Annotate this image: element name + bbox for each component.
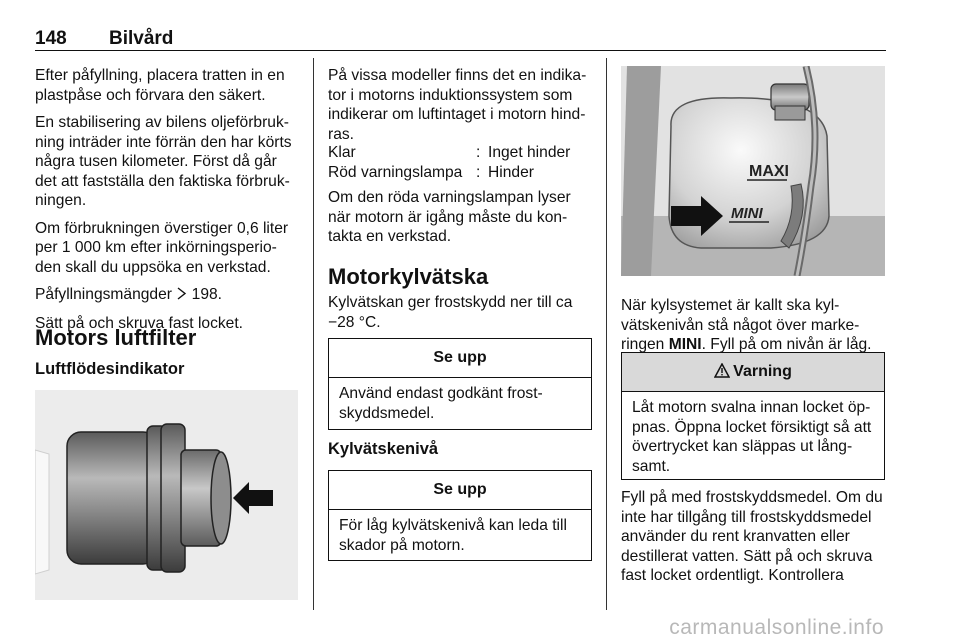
section-heading: Motors luftfilter — [35, 325, 197, 350]
middle-column-text — [328, 188, 593, 247]
section-title: Bilvård — [109, 28, 174, 49]
right-column-text — [621, 488, 889, 586]
mini-marking-text: MINI — [668, 336, 702, 353]
maxi-label: MAXI — [749, 163, 789, 180]
caution-body: För låg kylvätskenivå kan leda till skador på motorn. — [339, 517, 567, 554]
right-column-text — [621, 296, 886, 355]
caution-body: Använd endast godkänt frost-skyddsmedel. — [339, 385, 543, 422]
coolant-level-text: När kylsystemet är kallt ska kyl-vätskenivån stå något över marke-ringen — [621, 297, 860, 353]
warning-box — [621, 352, 885, 480]
warning-triangle-icon — [714, 355, 730, 393]
table-value: Inget hinder — [488, 144, 571, 161]
table-separator: : — [476, 144, 481, 161]
warning-header — [622, 353, 884, 392]
table-separator: : — [476, 163, 481, 181]
paragraph: Om förbrukningen överstiger 0,6 liter per 1 000 km efter inkörningsperio-den skall du uppsöka en verkstad. — [35, 219, 289, 276]
page-header — [35, 22, 886, 51]
table-value: Hinder — [488, 163, 534, 181]
sub-heading: Luftflödesindikator — [35, 360, 185, 378]
caution-title: Se upp — [329, 339, 591, 378]
fill-quantities-text: Påfyllningsmängder — [35, 286, 172, 303]
column-divider — [313, 58, 314, 610]
paragraph: En stabilisering av bilens oljeförbruk-ning inträder inte förrän den har körts några tusen kilometer. Först då går det att fastställa den faktiska förbruk-ningen. — [35, 114, 292, 209]
warning-title: Varning — [733, 363, 792, 380]
paragraph — [621, 296, 886, 355]
middle-column-text — [328, 293, 593, 332]
paragraph: Kylvätskan ger frostskydd ner till ca −28 °C. — [328, 294, 573, 331]
watermark: carmanualsonline.info — [669, 616, 884, 639]
caution-title: Se upp — [329, 471, 591, 510]
table-label: Klar — [328, 144, 356, 161]
paragraph: Efter påfyllning, placera tratten in en plastpåse och förvara den säkert. — [35, 67, 285, 104]
table-label: Röd varningslampa — [328, 163, 463, 181]
paragraph — [35, 285, 300, 306]
paragraph: Sätt på och skruva fast locket. — [35, 314, 244, 332]
warning-body: Låt motorn svalna innan locket öp-pnas. Öppna locket försiktigt så att övertrycket kan släppas ut lång-samt. — [632, 399, 872, 475]
reference-arrow-icon[interactable] — [176, 286, 187, 306]
paragraph: På vissa modeller finns det en indika-tor i motorns induktionssystem som indikerar om luftintaget i motorn hind-ras. — [328, 67, 587, 143]
caution-box — [328, 470, 592, 561]
page-number: 148 — [35, 28, 67, 49]
page-reference[interactable]: 198. — [191, 286, 223, 303]
paragraph: Om den röda varningslampan lyser när motorn är igång måste du kon-takta en verkstad. — [328, 189, 571, 245]
caution-box — [328, 338, 592, 430]
middle-column — [328, 66, 593, 144]
coolant-reservoir-illustration — [621, 66, 885, 276]
column-divider — [606, 58, 607, 610]
mini-label: MINI — [731, 205, 763, 222]
left-column — [35, 66, 300, 333]
sub-heading: Kylvätskenivå — [328, 440, 439, 458]
paragraph: Fyll på med frostskyddsmedel. Om du inte har tillgång till frostskyddsmedel använder du rent kranvatten eller destillerat vatten. Sätt på och skruva fast locket ordentligt. Kontrollera — [621, 489, 883, 584]
air-flow-indicator-illustration — [35, 390, 298, 600]
coolant-level-text-end: . Fyll på om nivån är låg. — [701, 336, 872, 353]
section-heading: Motorkylvätska — [328, 264, 489, 289]
indicator-status-table — [328, 143, 598, 183]
